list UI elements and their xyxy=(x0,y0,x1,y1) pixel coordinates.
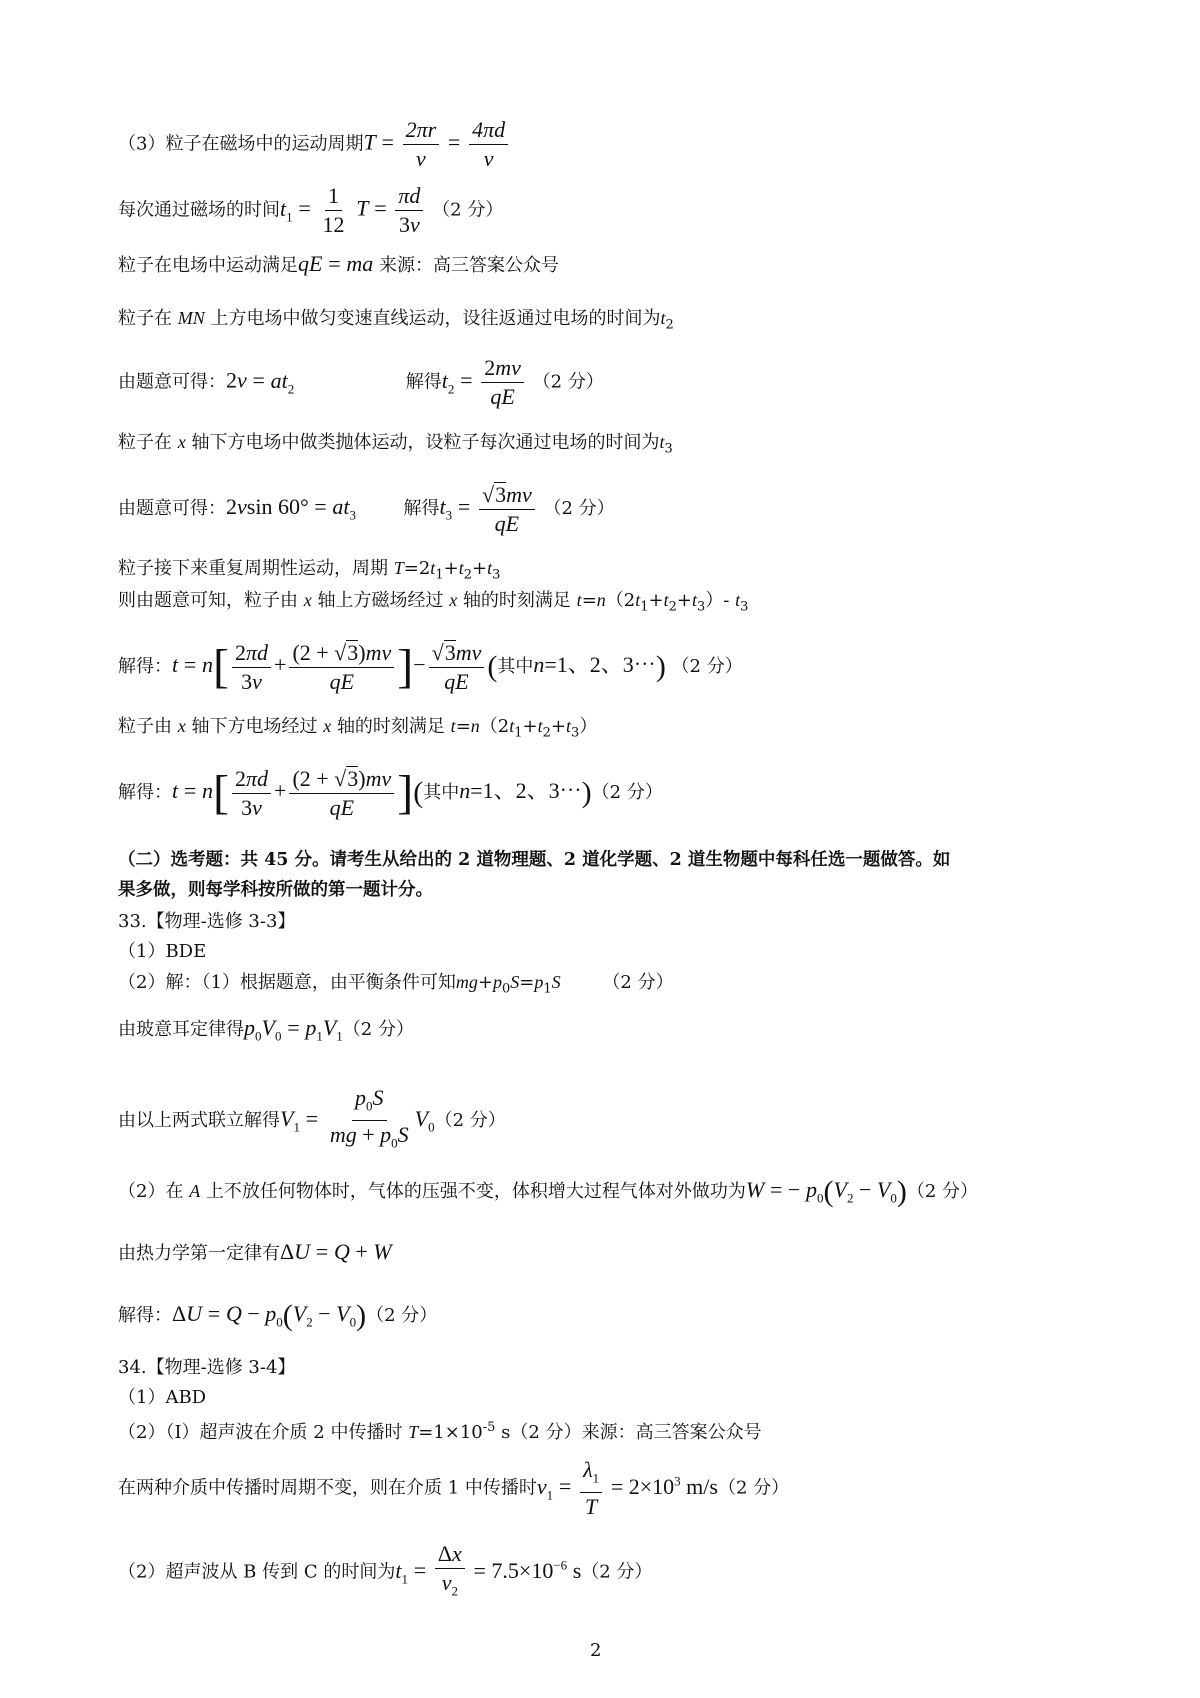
section-heading: （二）选考题：共 45 分。请考生从给出的 2 道物理题、2 道化学题、2 道生物题中每科任选一题做答。如 xyxy=(118,850,951,870)
fraction: $\frac{4\pi d}{v}$ xyxy=(469,118,508,171)
line-t3: 由题意可得：2vsin $60^\circ = at_3$ 解得$t_3$ = $\frac{√3mv}{qE}$ （2 分） xyxy=(118,482,615,536)
q34-answer-2: （2）（Ⅰ）超声波在介质 2 中传播时 $T=1\times 10^{-5}$ s（2 分）来源：高三答案公众号 xyxy=(118,1420,762,1443)
line-condition-1: 则由题意可知，粒子由 x 轴上方磁场经过 x 轴的时刻满足 $t=n(2t_1+t_2+t_3)-$ $t_3$ xyxy=(118,590,749,615)
line-solution-1: 解得：t = n[ $\frac{2\pi d}{3v}$ + $\frac{(2 + √3)mv}{qE}$ ]− $\frac{√3mv}{qE}$ (其中n=1、2、3⋯) （2 分） xyxy=(118,639,743,694)
line-mn: 粒子在 MN 上方电场中做匀变速直线运动，设往返通过电场的时间为$t_2$ xyxy=(118,308,674,333)
fraction: $\frac{\Delta x}{v_2}$ xyxy=(435,1542,465,1603)
q33-work: （2）在 A 上不放任何物体时，气体的压强不变，体积增大过程气体对外做功为W = − $p_0(V_2 - V_0)(2$ 分） xyxy=(118,1175,979,1208)
line-condition-2: 粒子由 x 轴下方电场经过 x 轴的时刻满足 $t=n(2t_1+t_2+t_3)$ xyxy=(118,716,598,741)
fraction: $\frac{(2 + √3)mv}{qE}$ xyxy=(289,640,394,694)
fraction: $\frac{(2 + √3)mv}{qE}$ xyxy=(289,766,394,820)
line-t2: 由题意可得：$2v = at_2$ 解得$t_2$ = $\frac{2mv}{qE}$ （2 分） xyxy=(118,355,604,409)
line-qe-ma: 粒子在电场中运动满足qE = ma 来源：高三答案公众号 xyxy=(118,251,559,276)
fraction: $\frac{2\pi r}{v}$ xyxy=(403,118,440,171)
section-heading-cont: 果多做，则每学科按所做的第一题计分。 xyxy=(118,880,433,900)
line-period: （3）粒子在磁场中的运动周期T = $\frac{2\pi r}{v}$ = $\frac{4\pi d}{v}$ xyxy=(118,118,511,171)
q33-boyle: 由玻意耳定律得$p_0V_0 = p_1V_1(2$ 分） xyxy=(118,1015,414,1044)
fraction: $\frac{√3mv}{qE}$ xyxy=(479,482,535,536)
fraction: $\frac{2\pi d}{3v}$ xyxy=(232,767,271,820)
fraction: $\frac{√3mv}{qE}$ xyxy=(429,640,485,694)
q34-velocity: 在两种介质中传播时周期不变，则在介质 1 中传播时$v_1$ = $\frac{\lambda_1}{T}$ = $2\times 10^3$ m/s（2 分） xyxy=(118,1457,790,1520)
line-period-T: 粒子接下来重复周期性运动，周期 $T=2t_1+t_2+t_3$ xyxy=(118,558,501,583)
question-34-title: 34.【物理-选修 3-4】 xyxy=(118,1357,296,1378)
fraction: $\frac{\lambda_1}{T}$ xyxy=(580,1458,602,1519)
fraction: $\frac{2\pi d}{3v}$ xyxy=(232,641,271,694)
q34-answer-1: （1）ABD xyxy=(118,1387,207,1408)
q33-answer-2: （2）解：（1）根据题意，由平衡条件可知$mg+p_0S=p_1S$ （2 分） xyxy=(118,972,674,997)
question-33-title: 33.【物理-选修 3-3】 xyxy=(118,911,296,932)
q33-delta-u: 解得：$\Delta U = Q - p_0(V_2 - V_0)(2$ 分） xyxy=(118,1299,438,1332)
q33-first-law: 由热力学第一定律有ΔU = Q + W xyxy=(118,1239,392,1264)
q34-time: （2）超声波从 B 传到 C 的时间为$t_1$ = $\frac{\Delta x}{v_2}$ = $7.5\times 10^{-6}$ s（2 分） xyxy=(118,1542,652,1603)
q33-v1: 由以上两式联立解得$V_1$ = $\frac{p_0S}{mg + p_0S}$ $V_0(2$ 分） xyxy=(118,1086,506,1156)
page-number: 2 xyxy=(590,1640,602,1661)
fraction: $\frac{p_0S}{mg + p_0S}$ xyxy=(329,1085,409,1151)
q33-answer-1: （1）BDE xyxy=(118,941,207,962)
fraction: $\frac{1}{12}$ xyxy=(322,183,345,237)
fraction: $\frac{\pi d}{3v}$ xyxy=(395,184,423,237)
line-time-t1: 每次通过磁场的时间$t_1$ = $\frac{1}{12}$ T = $\frac{\pi d}{3v}$ （2 分） xyxy=(118,183,504,237)
line-x-axis-below: 粒子在 x 轴下方电场中做类抛体运动，设粒子每次通过电场的时间为$t_3$ xyxy=(118,432,673,457)
line-solution-2: 解得：t = n[ $\frac{2\pi d}{3v}$ + $\frac{(2 + √3)mv}{qE}$ ](其中n=1、2、3⋯)（2 分） xyxy=(118,765,663,820)
fraction: $\frac{2mv}{qE}$ xyxy=(481,356,524,409)
